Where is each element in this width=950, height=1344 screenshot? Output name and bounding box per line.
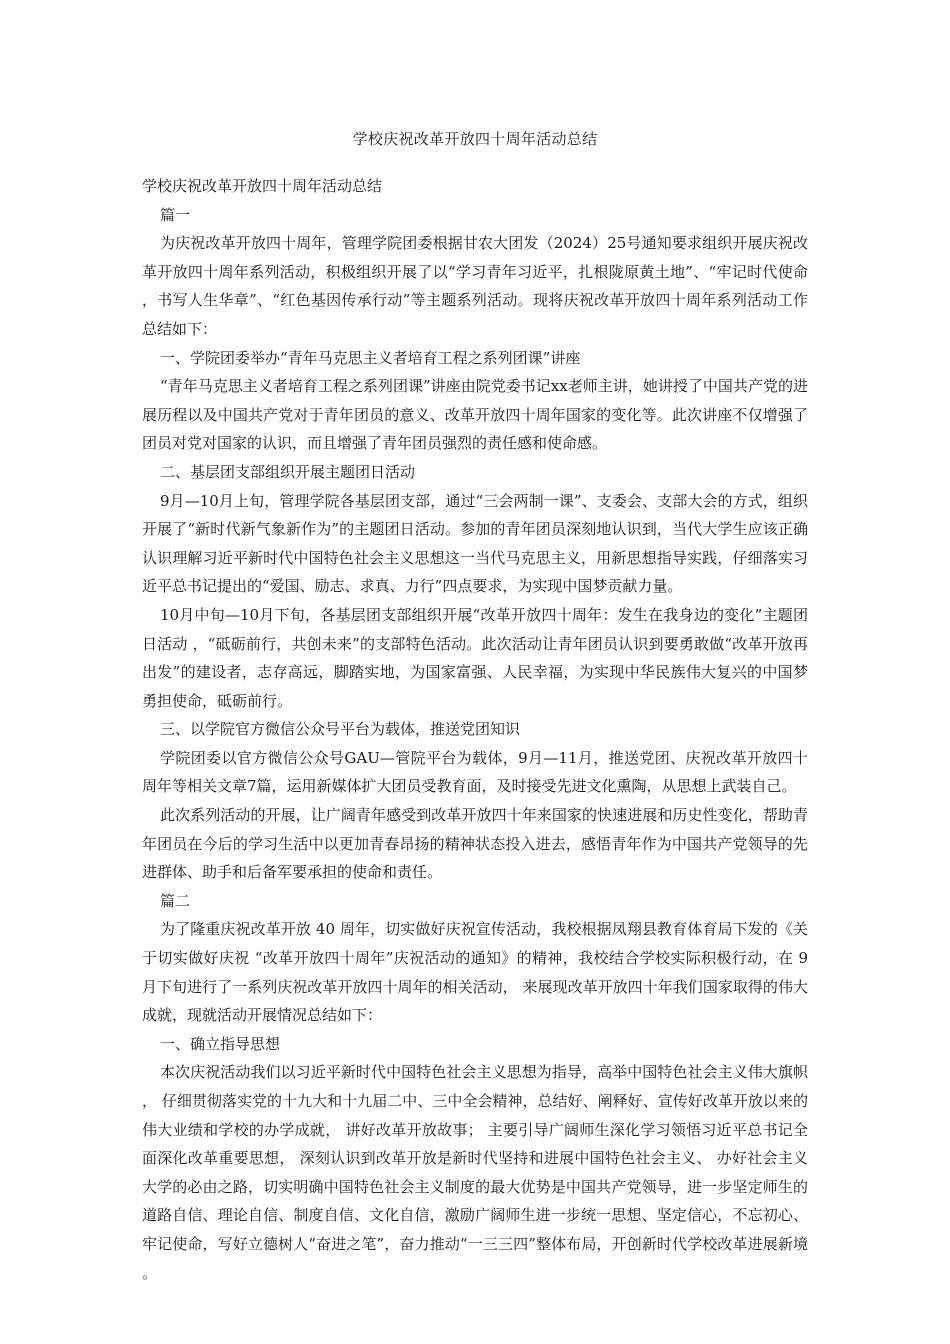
document-title: 学校庆祝改革开放四十周年活动总结	[352, 130, 598, 148]
subheading: 一、确立指导思想	[160, 1034, 281, 1053]
subheading: 二、基层团支部组织开展主题团日活动	[160, 462, 416, 481]
paragraph: 为庆祝改革开放四十周年，管理学院团委根据甘农大团发（2024）25号通知要求组织开展庆祝改革开放四十周年系列活动，积极组织开展了以“学习青年习近平，扎根陇原黄土地”、“牢记时代使命，书写人生华章”、“红色基因传承行动”等主题系列活动。现将庆祝改革开放四十周年系列活动工作总结如下：	[142, 234, 808, 338]
part-label: 篇一	[160, 205, 191, 224]
paragraph: 为了隆重庆祝改革开放 40 周年，切实做好庆祝宣传活动，我校根据凤翔县教育体育局下发的《关于切实做好庆祝 “改革开放四十周年”庆祝活动的通知》的精神，我校结合学校实际积极行动，在 9 月下旬进行了一系列庆祝改革开放四十周年的相关活动， 来展现改革开放四十年我们国家取得的伟大成就，现就活动开展情况总结如下：	[142, 920, 808, 1025]
document-body	[142, 172, 808, 1287]
paragraph: 10月中旬—10月下旬，各基层团支部组织开展“改革开放四十周年：发生在我身边的变化”主题团日活动 ，“砥砺前行，共创未来”的支部特色活动。此次活动让青年团员认识到要勇敢做“改革开放再出发”的建设者，志存高远，脚踏实地，为国家富强、人民幸福，为实现中华民族伟大复兴的中国梦勇担使命，砥砺前行。	[142, 605, 808, 710]
subheading: 三、以学院官方微信公众号平台为载体，推送党团知识	[160, 720, 521, 739]
section-heading: 学校庆祝改革开放四十周年活动总结	[142, 177, 383, 195]
subheading: 一、学院团委举办“青年马克思主义者培育工程之系列团课”讲座	[160, 348, 581, 367]
paragraph: “青年马克思主义者培育工程之系列团课”讲座由院党委书记xx老师主讲，她讲授了中国共产党的进展历程以及中国共产党对于青年团员的意义、改革开放四十周年国家的变化等。此次讲座不仅增强了团员对党对国家的认识，而且增强了青年团员强烈的责任感和使命感。	[142, 377, 808, 453]
paragraph: 9月—10月上旬，管理学院各基层团支部，通过“三会两制一课”、支委会、支部大会的方式，组织开展了“新时代新气象新作为”的主题团日活动。参加的青年团员深刻地认识到，当代大学生应该正确认识理解习近平新时代中国特色社会主义思想这一当代马克思主义，用新思想指导实践，仔细落实习近平总书记提出的“爱国、励志、求真、力行”四点要求，为实现中国梦贡献力量。	[142, 491, 808, 596]
paragraph: 此次系列活动的开展，让广阔青年感受到改革开放四十年来国家的快速进展和历史性变化，帮助青年团员在今后的学习生活中以更加青春昂扬的精神状态投入进去，感悟青年作为中国共产党领导的先进群体、助手和后备军要承担的使命和责任。	[142, 806, 808, 882]
paragraph: 学院团委以官方微信公众号GAU—管院平台为载体，9月—11月，推送党团、庆祝改革开放四十周年等相关文章7篇，运用新媒体扩大团员受教育面，及时接受先进文化熏陶，从思想上武装自己。	[142, 748, 808, 796]
part-label: 篇二	[160, 891, 191, 910]
paragraph: 本次庆祝活动我们以习近平新时代中国特色社会主义思想为指导，高举中国特色社会主义伟大旗帜， 仔细贯彻落实党的十九大和十九届二中、三中全会精神，总结好、阐释好、宣传好改革开放以来的伟大业绩和学校的办学成就， 讲好改革开放故事； 主要引导广阔师生深化学习领悟习近平总书记全面深化改革重要思想， 深刻认识到改革开放是新时代坚持和进展中国特色社会主义、 办好社会主义大学的必由之路，切实明确中国特色社会主义制度的最大优势是中国共产党领导，进一步坚定师生的道路自信、理论自信、制度自信、文化自信，激励广阔师生进一步统一思想、坚定信心，不忘初心、牢记使命，写好立德树人“奋进之笔”，奋力推动“一三三四”整体布局，开创新时代学校改革进展新境。	[142, 1063, 808, 1282]
